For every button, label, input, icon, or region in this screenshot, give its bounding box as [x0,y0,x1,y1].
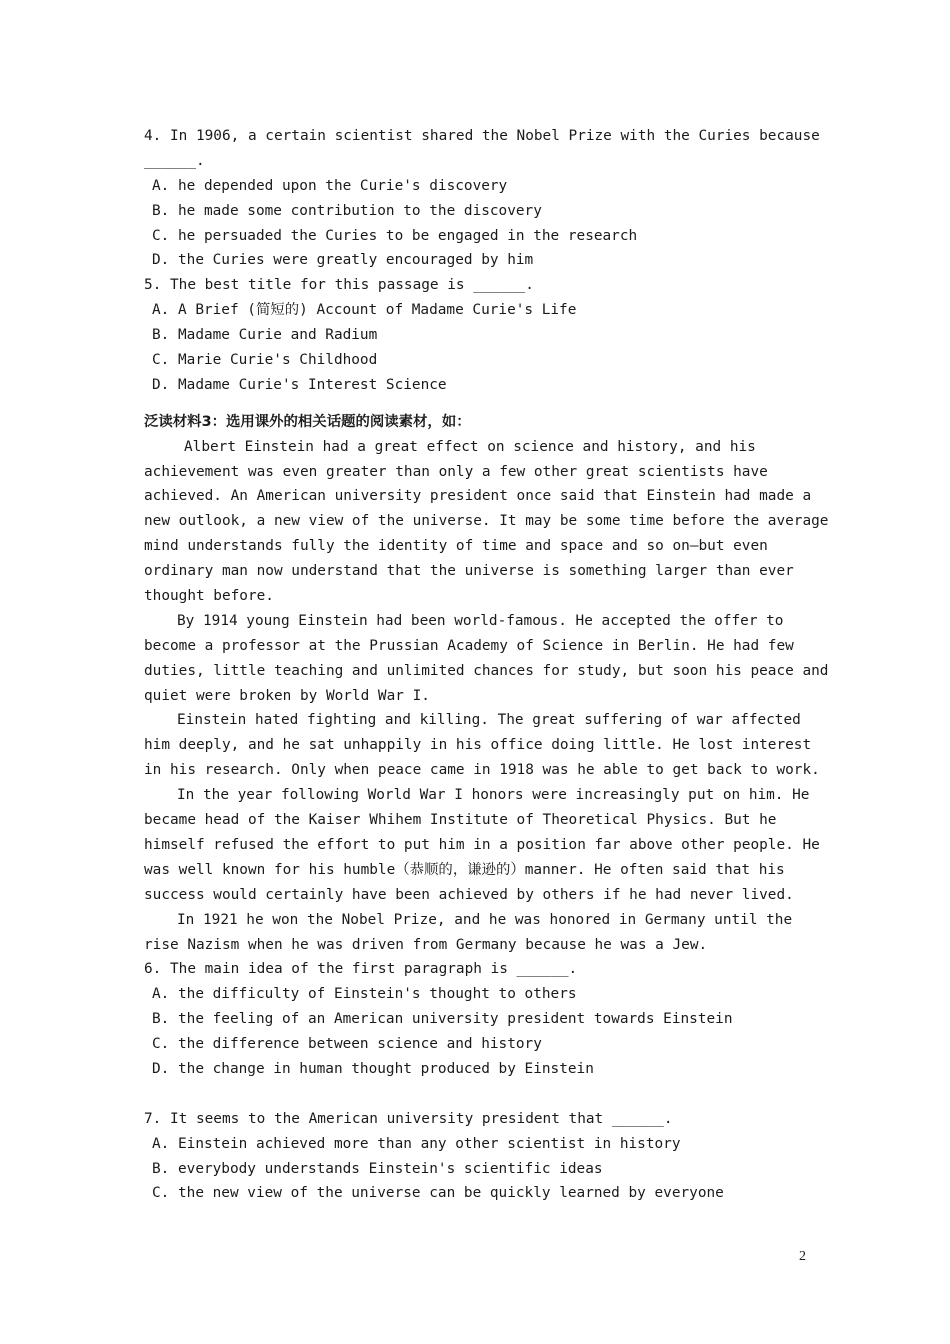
option-c: C. Marie Curie's Childhood [152,352,378,369]
passage-paragraph-2 [144,609,829,709]
option-b: B. the feeling of an American university president towards Einstein [152,1011,733,1028]
question-stem: 5. The best title for this passage is ______. [144,277,534,294]
question-stem: 4. In 1906, a certain scientist shared the Nobel Prize with the Curies because [144,128,820,144]
passage-line: ordinary man now understand that the universe is something larger than ever [144,563,794,580]
question-stem: 6. The main idea of the first paragraph is ______. [144,961,578,978]
page-number: 2 [799,1249,806,1264]
passage-line: success would certainly have been achieved by others if he had never lived. [144,886,794,903]
passage-line: By 1914 young Einstein had been world-famous. He accepted the offer to [177,612,784,629]
section-heading: 泛读材料3：选用课外的相关话题的阅读素材，如： [144,413,471,430]
option-b: B. everybody understands Einstein's scientific ideas [152,1160,603,1177]
passage-line: achieved. An American university president once said that Einstein had made a [144,488,812,505]
option-d: D. Madame Curie's Interest Science [152,376,447,393]
option-c: C. he persuaded the Curies to be engaged in the research [152,227,638,244]
passage-line: himself refused the effort to put him in a position far above other people. He [144,836,820,853]
option-c: C. the new view of the universe can be quickly learned by everyone [152,1185,724,1202]
question-4 [144,124,820,273]
passage-line: him deeply, and he sat unhappily in his office doing little. He lost interest [144,737,812,754]
spacer [144,1082,814,1107]
option-a: A. he depended upon the Curie's discovery [152,177,508,194]
question-6 [144,957,814,1081]
reading-passage [144,435,829,958]
passage-paragraph-3 [144,708,820,783]
question-5 [144,273,814,397]
passage-line: was well known for his humble（恭顺的，谦逊的）manner. He often said that his [144,861,785,878]
passage-line: Albert Einstein had a great effect on science and history, and his [184,438,756,455]
passage-line: In the year following World War I honors were increasingly put on him. He [177,787,810,804]
option-a: A. the difficulty of Einstein's thought to others [152,986,577,1003]
option-a: A. Einstein achieved more than any other scientist in history [152,1135,681,1152]
option-d: D. the change in human thought produced by Einstein [152,1060,594,1077]
passage-paragraph-4 [144,783,820,907]
question-7 [144,1107,814,1207]
question-stem: 7. It seems to the American university president that ______. [144,1110,673,1127]
passage-line: rise Nazism when he was driven from Germany because he was a Jew. [144,936,708,953]
passage-line: new outlook, a new view of the universe. It may be some time before the average [144,513,829,530]
passage-line: achievement was even greater than only a few other great scientists have [144,463,768,480]
passage-line: thought before. [144,588,274,605]
question-stem-blank: ______. [144,152,205,169]
page-content [144,124,829,1206]
passage-line: in his research. Only when peace came in 1918 was he able to get back to work. [144,762,820,779]
passage-line: In 1921 he won the Nobel Prize, and he was honored in Germany until the [177,911,793,928]
option-b: B. Madame Curie and Radium [152,327,378,344]
passage-line: become a professor at the Prussian Academy of Science in Berlin. He had few [144,637,794,654]
passage-line: Einstein hated fighting and killing. The great suffering of war affected [177,712,801,729]
option-a: A. A Brief (简短的) Account of Madame Curie's Life [152,302,577,319]
passage-line: became head of the Kaiser Whihem Institute of Theoretical Physics. But he [144,812,777,829]
passage-line: quiet were broken by World War I. [144,687,430,704]
option-c: C. the difference between science and history [152,1036,542,1053]
passage-line: duties, little teaching and unlimited chances for study, but soon his peace and [144,662,829,679]
option-b: B. he made some contribution to the discovery [152,202,542,219]
passage-paragraph-1 [144,435,829,609]
passage-paragraph-5 [144,908,814,958]
option-d: D. the Curies were greatly encouraged by him [152,252,534,269]
passage-line: mind understands fully the identity of time and space and so on—but even [144,538,768,555]
